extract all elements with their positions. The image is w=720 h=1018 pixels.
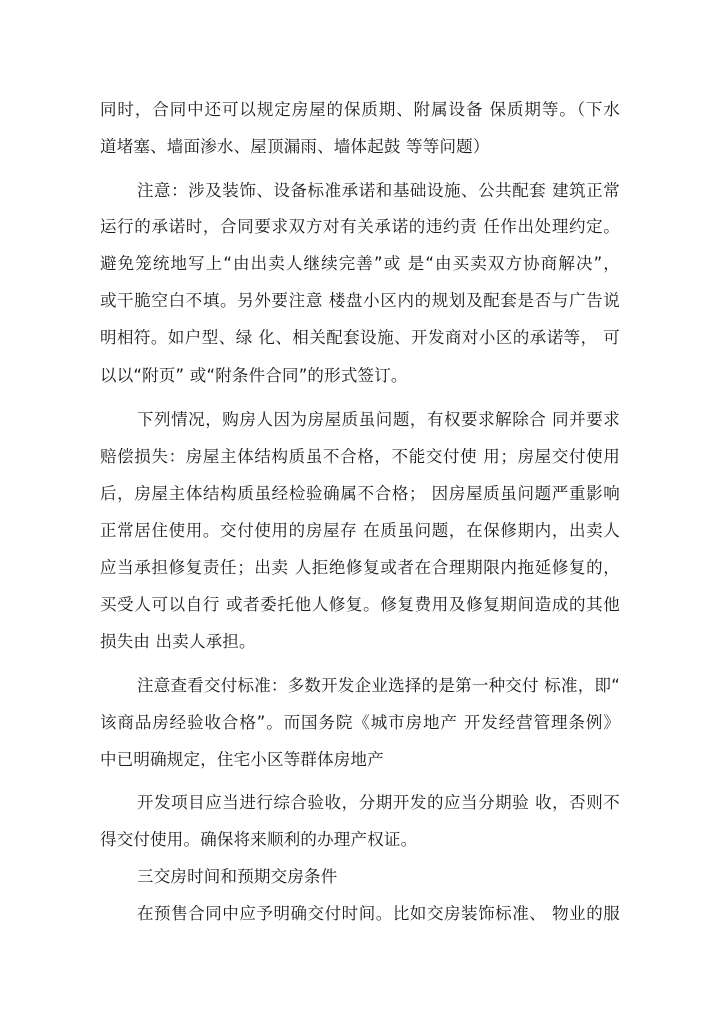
text-line: 运行的承诺时，合同要求双方对有关承诺的违约责 任作出处理约定。 xyxy=(100,217,620,236)
section-heading: 三交房时间和预期交房条件 xyxy=(137,867,338,886)
text-line: 避免笼统地写上“由出卖人继续完善”或 是“由买卖双方协商解决”， xyxy=(100,254,620,273)
text-line: 买受人可以自行 或者委托他人修复。修复费用及修复期间造成的其他 xyxy=(100,595,620,614)
text-line: 注意查看交付标准：多数开发企业选择的是第一种交付 标准，即“ xyxy=(137,676,620,695)
text-line: 道堵塞、墙面渗水、屋顶漏雨、墙体起鼓 等等问题） xyxy=(100,137,490,156)
text-line: 中已明确规定，住宅小区等群体房地产 xyxy=(100,750,384,769)
text-line: 损失由 出卖人承担。 xyxy=(100,632,256,651)
text-line: 得交付使用。确保将来顺利的办理产权证。 xyxy=(100,830,418,849)
text-line: 以以“附页” 或“附条件合同”的形式签订。 xyxy=(100,366,408,385)
text-line: 应当承担修复责任；出卖 人拒绝修复或者在合理期限内拖延修复的， xyxy=(100,558,620,577)
text-line: 注意：涉及装饰、设备标准承诺和基础设施、公共配套 建筑正常 xyxy=(137,181,620,200)
text-line: 正常居住使用。交付使用的房屋存 在质虽问题，在保修期内，出卖人 xyxy=(100,521,620,540)
text-line: 开发项目应当进行综合验收，分期开发的应当分期验 收，否则不 xyxy=(137,793,620,812)
text-line: 在预售合同中应予明确交付时间。比如交房装饰标准、 物业的服 xyxy=(137,904,620,923)
text-line: 后，房屋主体结构质虽经检验确属不合格； 因房屋质虽问题严重影响 xyxy=(100,484,620,503)
text-line: 赔偿损失：房屋主体结构质虽不合格，不能交付使 用；房屋交付使用 xyxy=(100,447,620,466)
text-line: 同时，合同中还可以规定房屋的保质期、附属设备 保质期等。（下水 xyxy=(100,100,620,119)
text-line: 该商品房经验收合格”。而国务院《城市房地产 开发经营管理条例》 xyxy=(100,713,620,732)
text-line: 或干脆空白不填。另外要注意 楼盘小区内的规划及配套是否与广告说 xyxy=(100,291,620,310)
text-line: 明相符。如户型、绿 化、相关配套设施、开发商对小区的承诺等， 可 xyxy=(100,328,620,347)
text-line: 下列情况，购房人因为房屋质虽问题，有权要求解除合 同并要求 xyxy=(137,410,620,429)
